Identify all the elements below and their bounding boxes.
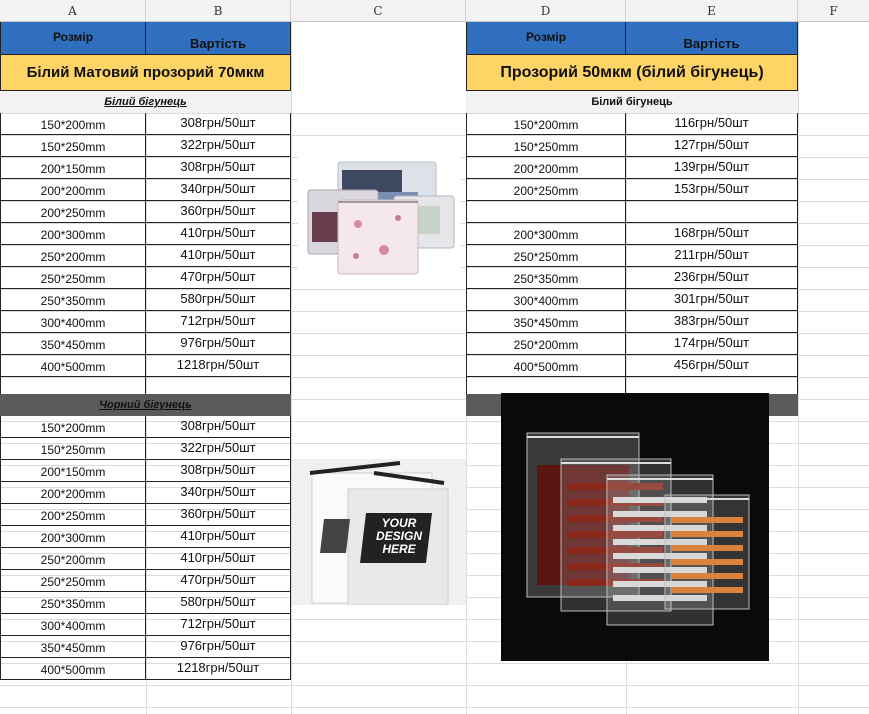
size-cell[interactable]: 200*250mm xyxy=(466,179,626,201)
size-cell[interactable]: 200*200mm xyxy=(0,179,146,201)
price-cell[interactable]: 712грн/50шт xyxy=(146,311,291,333)
price-cell[interactable]: 139грн/50шт xyxy=(626,157,798,179)
price-cell[interactable]: 580грн/50шт xyxy=(146,592,291,614)
size-cell[interactable]: 250*200mm xyxy=(466,333,626,355)
price-cell[interactable]: 1218грн/50шт xyxy=(146,658,291,680)
size-cell[interactable]: 200*300mm xyxy=(466,223,626,245)
size-cell[interactable]: 250*350mm xyxy=(466,267,626,289)
column-header-e[interactable]: E xyxy=(626,0,798,22)
size-cell[interactable]: 250*200mm xyxy=(0,548,146,570)
column-header-d[interactable]: D xyxy=(466,0,626,22)
price-cell[interactable]: 322грн/50шт xyxy=(146,135,291,157)
size-cell[interactable]: 250*350mm xyxy=(0,289,146,311)
price-cell[interactable]: 470грн/50шт xyxy=(146,570,291,592)
right-header-size[interactable]: Розмір xyxy=(466,22,626,55)
size-cell[interactable]: 150*200mm xyxy=(0,113,146,135)
size-cell[interactable] xyxy=(466,201,626,223)
size-cell[interactable]: 350*450mm xyxy=(0,333,146,355)
price-cell[interactable]: 322грн/50шт xyxy=(146,438,291,460)
price-cell[interactable]: 308грн/50шт xyxy=(146,157,291,179)
size-cell[interactable]: 400*500mm xyxy=(0,355,146,377)
size-cell[interactable]: 350*450mm xyxy=(0,636,146,658)
price-cell[interactable]: 410грн/50шт xyxy=(146,526,291,548)
price-cell[interactable]: 211грн/50шт xyxy=(626,245,798,267)
price-cell[interactable]: 410грн/50шт xyxy=(146,223,291,245)
price-cell[interactable]: 340грн/50шт xyxy=(146,482,291,504)
size-cell[interactable]: 250*250mm xyxy=(466,245,626,267)
price-cell[interactable]: 340грн/50шт xyxy=(146,179,291,201)
left-header-price[interactable]: Вартість xyxy=(146,22,291,55)
size-cell[interactable]: 200*300mm xyxy=(0,223,146,245)
price-cell[interactable]: 470грн/50шт xyxy=(146,267,291,289)
size-cell[interactable]: 200*200mm xyxy=(0,482,146,504)
price-cell[interactable]: 308грн/50шт xyxy=(146,416,291,438)
left-header-size[interactable]: Розмір xyxy=(0,22,146,55)
size-cell[interactable]: 150*250mm xyxy=(0,135,146,157)
price-cell[interactable]: 168грн/50шт xyxy=(626,223,798,245)
size-cell[interactable]: 150*250mm xyxy=(466,135,626,157)
size-cell[interactable]: 250*350mm xyxy=(0,592,146,614)
price-cell[interactable]: 1218грн/50шт xyxy=(146,355,291,377)
price-cell[interactable]: 236грн/50шт xyxy=(626,267,798,289)
size-cell[interactable]: 200*250mm xyxy=(0,504,146,526)
price-cell[interactable]: 116грн/50шт xyxy=(626,113,798,135)
size-cell[interactable]: 250*250mm xyxy=(0,267,146,289)
size-cell[interactable]: 200*250mm xyxy=(0,201,146,223)
right-header-price[interactable]: Вартість xyxy=(626,22,798,55)
size-cell[interactable]: 350*450mm xyxy=(466,311,626,333)
size-cell[interactable]: 300*400mm xyxy=(0,614,146,636)
price-cell[interactable]: 360грн/50шт xyxy=(146,504,291,526)
size-cell[interactable]: 300*400mm xyxy=(0,311,146,333)
column-header-c[interactable]: C xyxy=(291,0,466,22)
size-cell[interactable]: 200*150mm xyxy=(0,460,146,482)
column-header-a[interactable]: A xyxy=(0,0,146,22)
price-cell[interactable]: 308грн/50шт xyxy=(146,460,291,482)
size-cell[interactable]: 150*200mm xyxy=(466,113,626,135)
price-cell[interactable]: 580грн/50шт xyxy=(146,289,291,311)
price-cell[interactable]: 383грн/50шт xyxy=(626,311,798,333)
size-cell[interactable]: 150*250mm xyxy=(0,438,146,460)
product-photo-custom-print-bag[interactable] xyxy=(292,459,466,605)
size-cell[interactable]: 200*200mm xyxy=(466,157,626,179)
price-cell[interactable]: 127грн/50шт xyxy=(626,135,798,157)
price-cell[interactable]: 308грн/50шт xyxy=(146,113,291,135)
left-section-white-slider[interactable]: Білий бігунець xyxy=(0,91,291,113)
price-cell[interactable]: 976грн/50шт xyxy=(146,636,291,658)
price-cell[interactable]: 712грн/50шт xyxy=(146,614,291,636)
price-cell[interactable]: 360грн/50шт xyxy=(146,201,291,223)
size-cell[interactable]: 250*250mm xyxy=(0,570,146,592)
column-header-f[interactable]: F xyxy=(798,0,869,22)
product-photo-clear-bags[interactable] xyxy=(501,393,769,661)
size-cell[interactable]: 150*200mm xyxy=(0,416,146,438)
price-cell[interactable]: 153грн/50шт xyxy=(626,179,798,201)
size-cell[interactable]: 400*500mm xyxy=(466,355,626,377)
price-cell[interactable]: 301грн/50шт xyxy=(626,289,798,311)
size-cell[interactable]: 300*400mm xyxy=(466,289,626,311)
size-cell[interactable]: 250*200mm xyxy=(0,245,146,267)
column-header-b[interactable]: B xyxy=(146,0,291,22)
left-title[interactable]: Білий Матовий прозорий 70мкм xyxy=(0,55,291,91)
left-section-black-slider[interactable]: Чорний бігунець xyxy=(0,394,291,416)
product-photo-matte-bags[interactable] xyxy=(298,152,460,276)
right-section-white-slider[interactable]: Білий бігунець xyxy=(466,91,798,113)
price-cell[interactable]: 456грн/50шт xyxy=(626,355,798,377)
size-cell[interactable]: 200*300mm xyxy=(0,526,146,548)
price-cell[interactable]: 410грн/50шт xyxy=(146,245,291,267)
right-title[interactable]: Прозорий 50мкм (білий бігунець) xyxy=(466,55,798,91)
size-cell[interactable]: 400*500mm xyxy=(0,658,146,680)
price-cell[interactable] xyxy=(626,201,798,223)
price-cell[interactable]: 174грн/50шт xyxy=(626,333,798,355)
price-cell[interactable]: 410грн/50шт xyxy=(146,548,291,570)
price-cell[interactable]: 976грн/50шт xyxy=(146,333,291,355)
your-design-here-text: YOUR DESIGN HERE xyxy=(375,516,422,556)
size-cell[interactable]: 200*150mm xyxy=(0,157,146,179)
